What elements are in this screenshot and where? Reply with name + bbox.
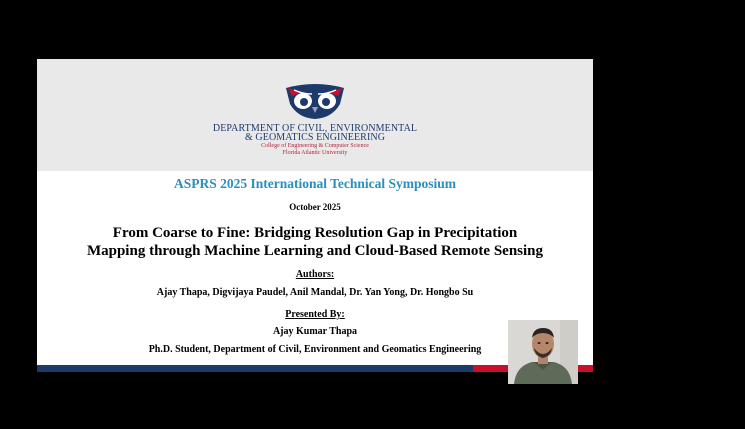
presentation-date: October 2025 xyxy=(289,202,341,212)
talk-title-line2: Mapping through Machine Learning and Cloud-Based Remote Sensing xyxy=(86,243,544,259)
university-name: Florida Atlantic University xyxy=(282,150,348,156)
college-name: College of Engineering & Computer Science xyxy=(261,143,369,149)
presented-by-label: Presented By: xyxy=(285,309,345,320)
bottom-bar-blue xyxy=(37,365,473,372)
presenter-name: Ajay Kumar Thapa xyxy=(272,326,358,337)
person-icon xyxy=(508,320,578,384)
authors-label: Authors: xyxy=(295,269,335,280)
department-name-line1: DEPARTMENT OF CIVIL, ENVIRONMENTAL xyxy=(212,123,418,134)
symposium-title: ASPRS 2025 International Technical Symposium xyxy=(173,176,457,191)
owl-logo-icon xyxy=(282,82,348,120)
presenter-webcam xyxy=(508,320,578,384)
talk-title-line1: From Coarse to Fine: Bridging Resolution Gap in Precipitation xyxy=(112,225,518,241)
presenter-role: Ph.D. Student, Department of Civil, Environment and Geomatics Engineering xyxy=(148,344,482,355)
authors-list: Ajay Thapa, Digvijaya Paudel, Anil Mandal, Dr. Yan Yong, Dr. Hongbo Su xyxy=(156,287,474,298)
department-name-line2: & GEOMATICS ENGINEERING xyxy=(244,132,386,143)
slide-header xyxy=(37,59,593,171)
